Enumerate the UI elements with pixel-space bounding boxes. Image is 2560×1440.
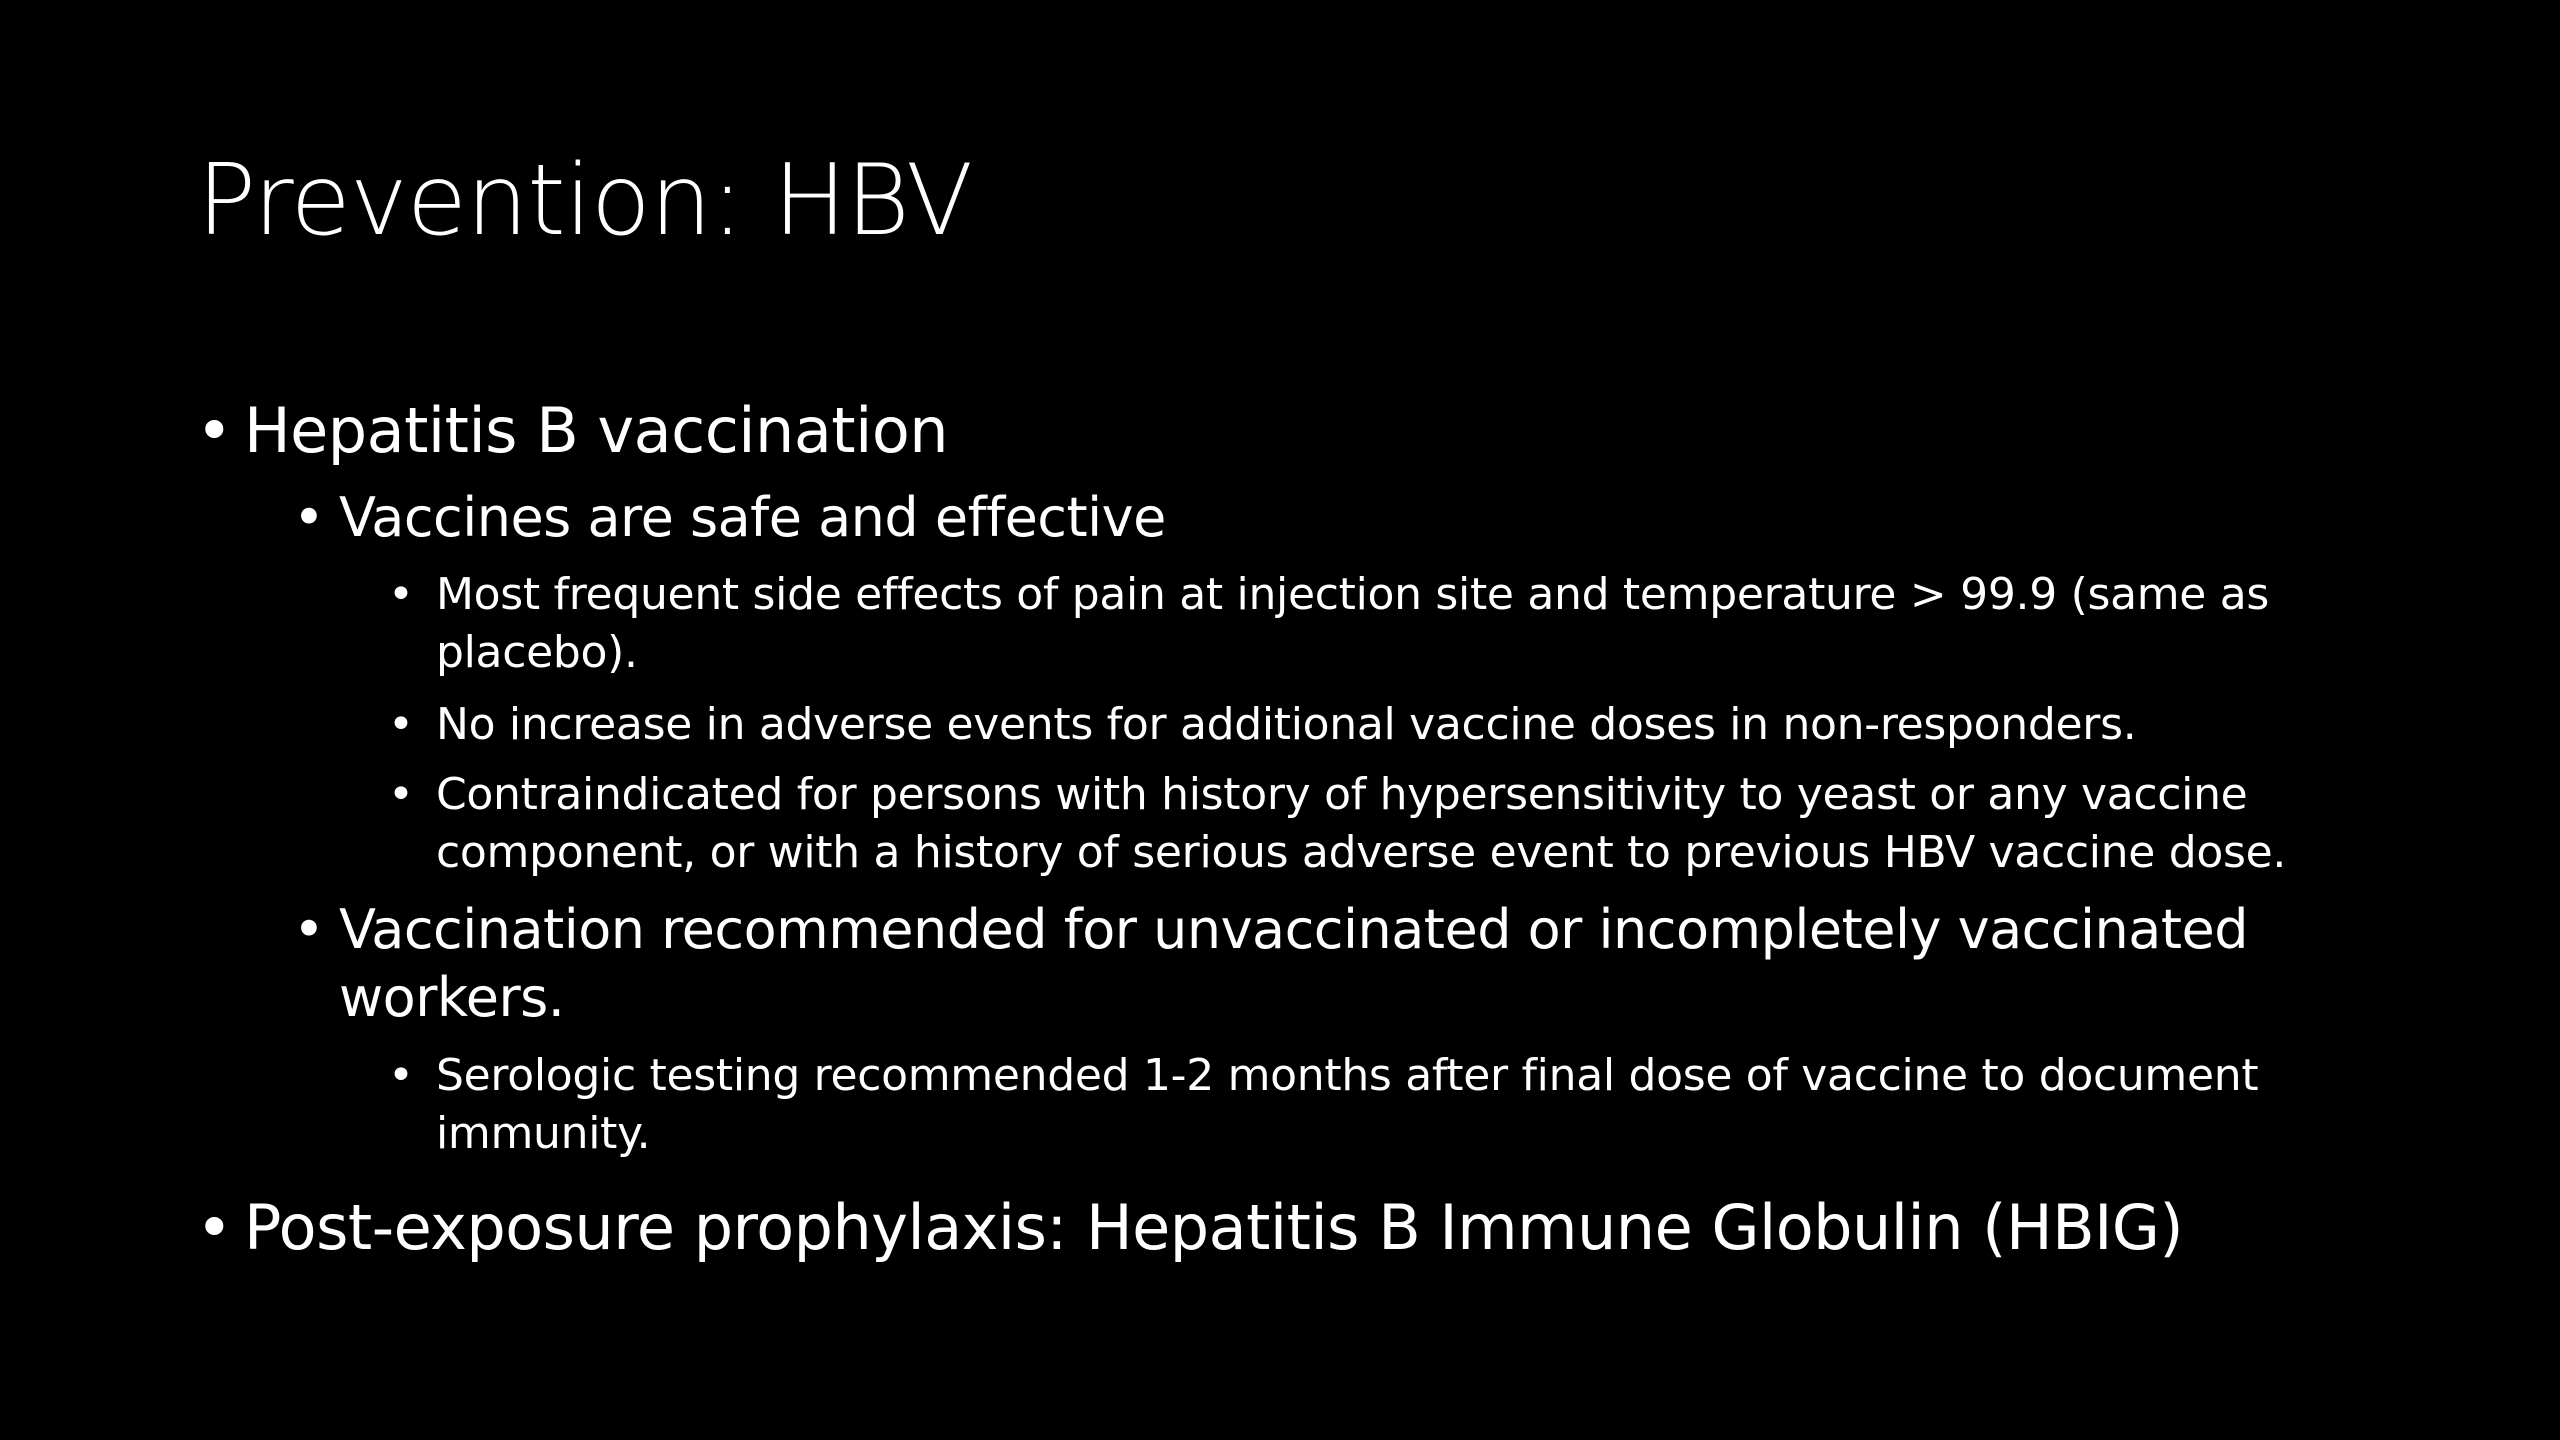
bullet-icon: • — [293, 486, 325, 549]
bullet-text-line-2: workers. — [339, 966, 565, 1029]
bullet-text: Post-exposure prophylaxis: Hepatitis B Immune Globulin (HBIG) — [244, 1191, 2184, 1264]
bullet-text-line-1: Vaccination recommended for unvaccinated or incompletely vaccinated — [339, 898, 2249, 961]
bullet-item-no-increase — [388, 696, 2136, 754]
bullet-text: Vaccines are safe and effective — [339, 486, 1166, 549]
bullet-text-line-1: Serologic testing recommended 1-2 months after final dose of vaccine to document — [436, 1050, 2259, 1101]
bullet-icon: • — [196, 394, 233, 467]
bullet-item-vaccination-recommended — [293, 896, 2248, 1032]
bullet-text: Hepatitis B vaccination — [244, 394, 949, 467]
bullet-text-line-1: Contraindicated for persons with history of hypersensitivity to yeast or any vaccine — [436, 769, 2248, 820]
bullet-icon: • — [388, 769, 414, 820]
bullet-icon: • — [196, 1191, 233, 1264]
bullet-item-post-exposure — [196, 1191, 2184, 1264]
slide-title: Prevention: HBV — [197, 144, 972, 258]
bullet-text: No increase in adverse events for additional vaccine doses in non-responders. — [436, 699, 2137, 750]
bullet-item-side-effects — [388, 566, 2269, 682]
bullet-icon: • — [388, 1050, 414, 1101]
bullet-text-line-2: placebo). — [436, 627, 638, 678]
bullet-text-line-2: immunity. — [436, 1108, 651, 1159]
bullet-text-line-2: component, or with a history of serious adverse event to previous HBV vaccine dose. — [436, 827, 2287, 878]
bullet-item-contraindicated — [388, 766, 2286, 882]
bullet-icon: • — [388, 569, 414, 620]
bullet-item-vaccines-safe — [293, 484, 1166, 552]
bullet-item-hepatitis-b-vaccination — [196, 394, 949, 467]
bullet-icon: • — [293, 898, 325, 961]
bullet-item-serologic-testing — [388, 1047, 2258, 1163]
bullet-icon: • — [388, 699, 414, 750]
bullet-text-line-1: Most frequent side effects of pain at injection site and temperature > 99.9 (same as — [436, 569, 2270, 620]
